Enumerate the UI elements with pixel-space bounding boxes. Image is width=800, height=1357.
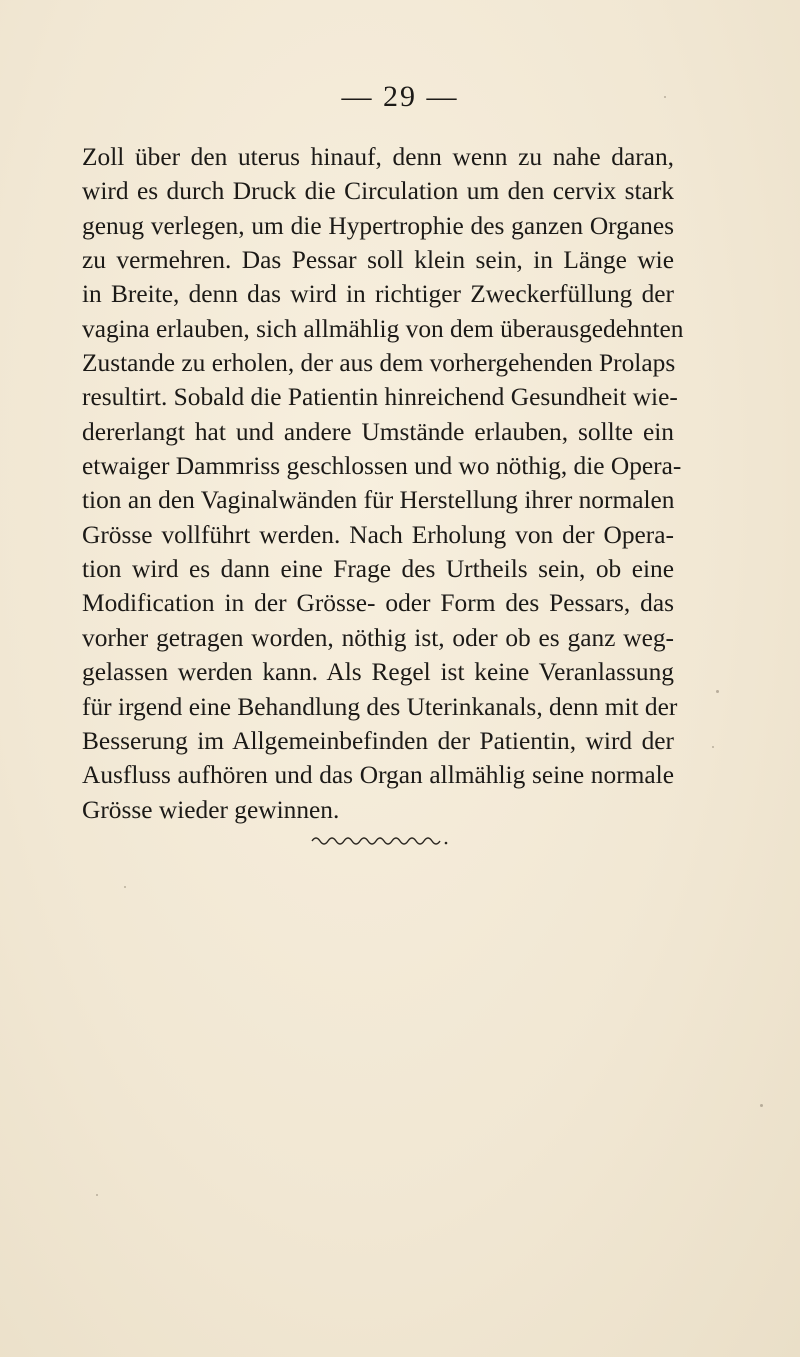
text-line: Grösse vollführt werden. Nach Erholung von der Opera- — [82, 520, 674, 549]
text-line: vorher getragen worden, nöthig ist, oder ob es ganz weg- — [82, 623, 674, 652]
wavy-line-ornament-icon — [310, 832, 450, 846]
text-line: etwaiger Dammriss geschlossen und wo nöthig, die Opera- — [82, 452, 682, 481]
text-line: tion an den Vaginalwänden für Herstellung ihrer normalen — [82, 486, 675, 515]
page-number-header: — 29 — — [341, 80, 459, 113]
text-line: Modification in der Grösse- oder Form des Pessars, das — [82, 589, 674, 618]
text-line: Zustande zu erholen, der aus dem vorhergehenden Prolaps — [82, 349, 676, 378]
text-line: genug verlegen, um die Hypertrophie des ganzen Organes — [82, 211, 674, 240]
paper-speck — [716, 690, 719, 693]
text-line: in Breite, denn das wird in richtiger Zweckerfüllung der — [82, 280, 674, 309]
paper-speck — [664, 96, 666, 98]
text-line: Zoll über den uterus hinauf, denn wenn zu nahe daran, — [82, 143, 674, 171]
text-line: tion wird es dann eine Frage des Urtheils sein, ob eine — [82, 555, 674, 584]
text-line: Grösse wieder gewinnen. — [82, 795, 340, 824]
paper-speck — [712, 746, 714, 748]
text-line: resultirt. Sobald die Patientin hinreichend Gesundheit wie- — [82, 383, 678, 412]
text-line: gelassen werden kann. Als Regel ist keine Veranlassung — [82, 658, 674, 687]
text-line: für irgend eine Behandlung des Uterinkanals, denn mit der — [82, 692, 678, 721]
paper-speck — [760, 1104, 763, 1107]
paper-speck — [96, 1194, 98, 1196]
text-line: wird es durch Druck die Circulation um den cervix stark — [82, 177, 674, 206]
text-line: zu vermehren. Das Pessar soll klein sein, in Länge wie — [82, 246, 674, 275]
text-line: vagina erlauben, sich allmählig von dem überausgedehnten — [82, 314, 684, 343]
paper-speck — [124, 886, 126, 888]
text-line: dererlangt hat und andere Umstände erlauben, sollte ein — [82, 417, 674, 446]
text-line: Besserung im Allgemeinbefinden der Patientin, wird der — [82, 726, 674, 755]
body-paragraph — [82, 140, 684, 827]
text-line: Ausfluss aufhören und das Organ allmählig seine normale — [82, 761, 674, 790]
